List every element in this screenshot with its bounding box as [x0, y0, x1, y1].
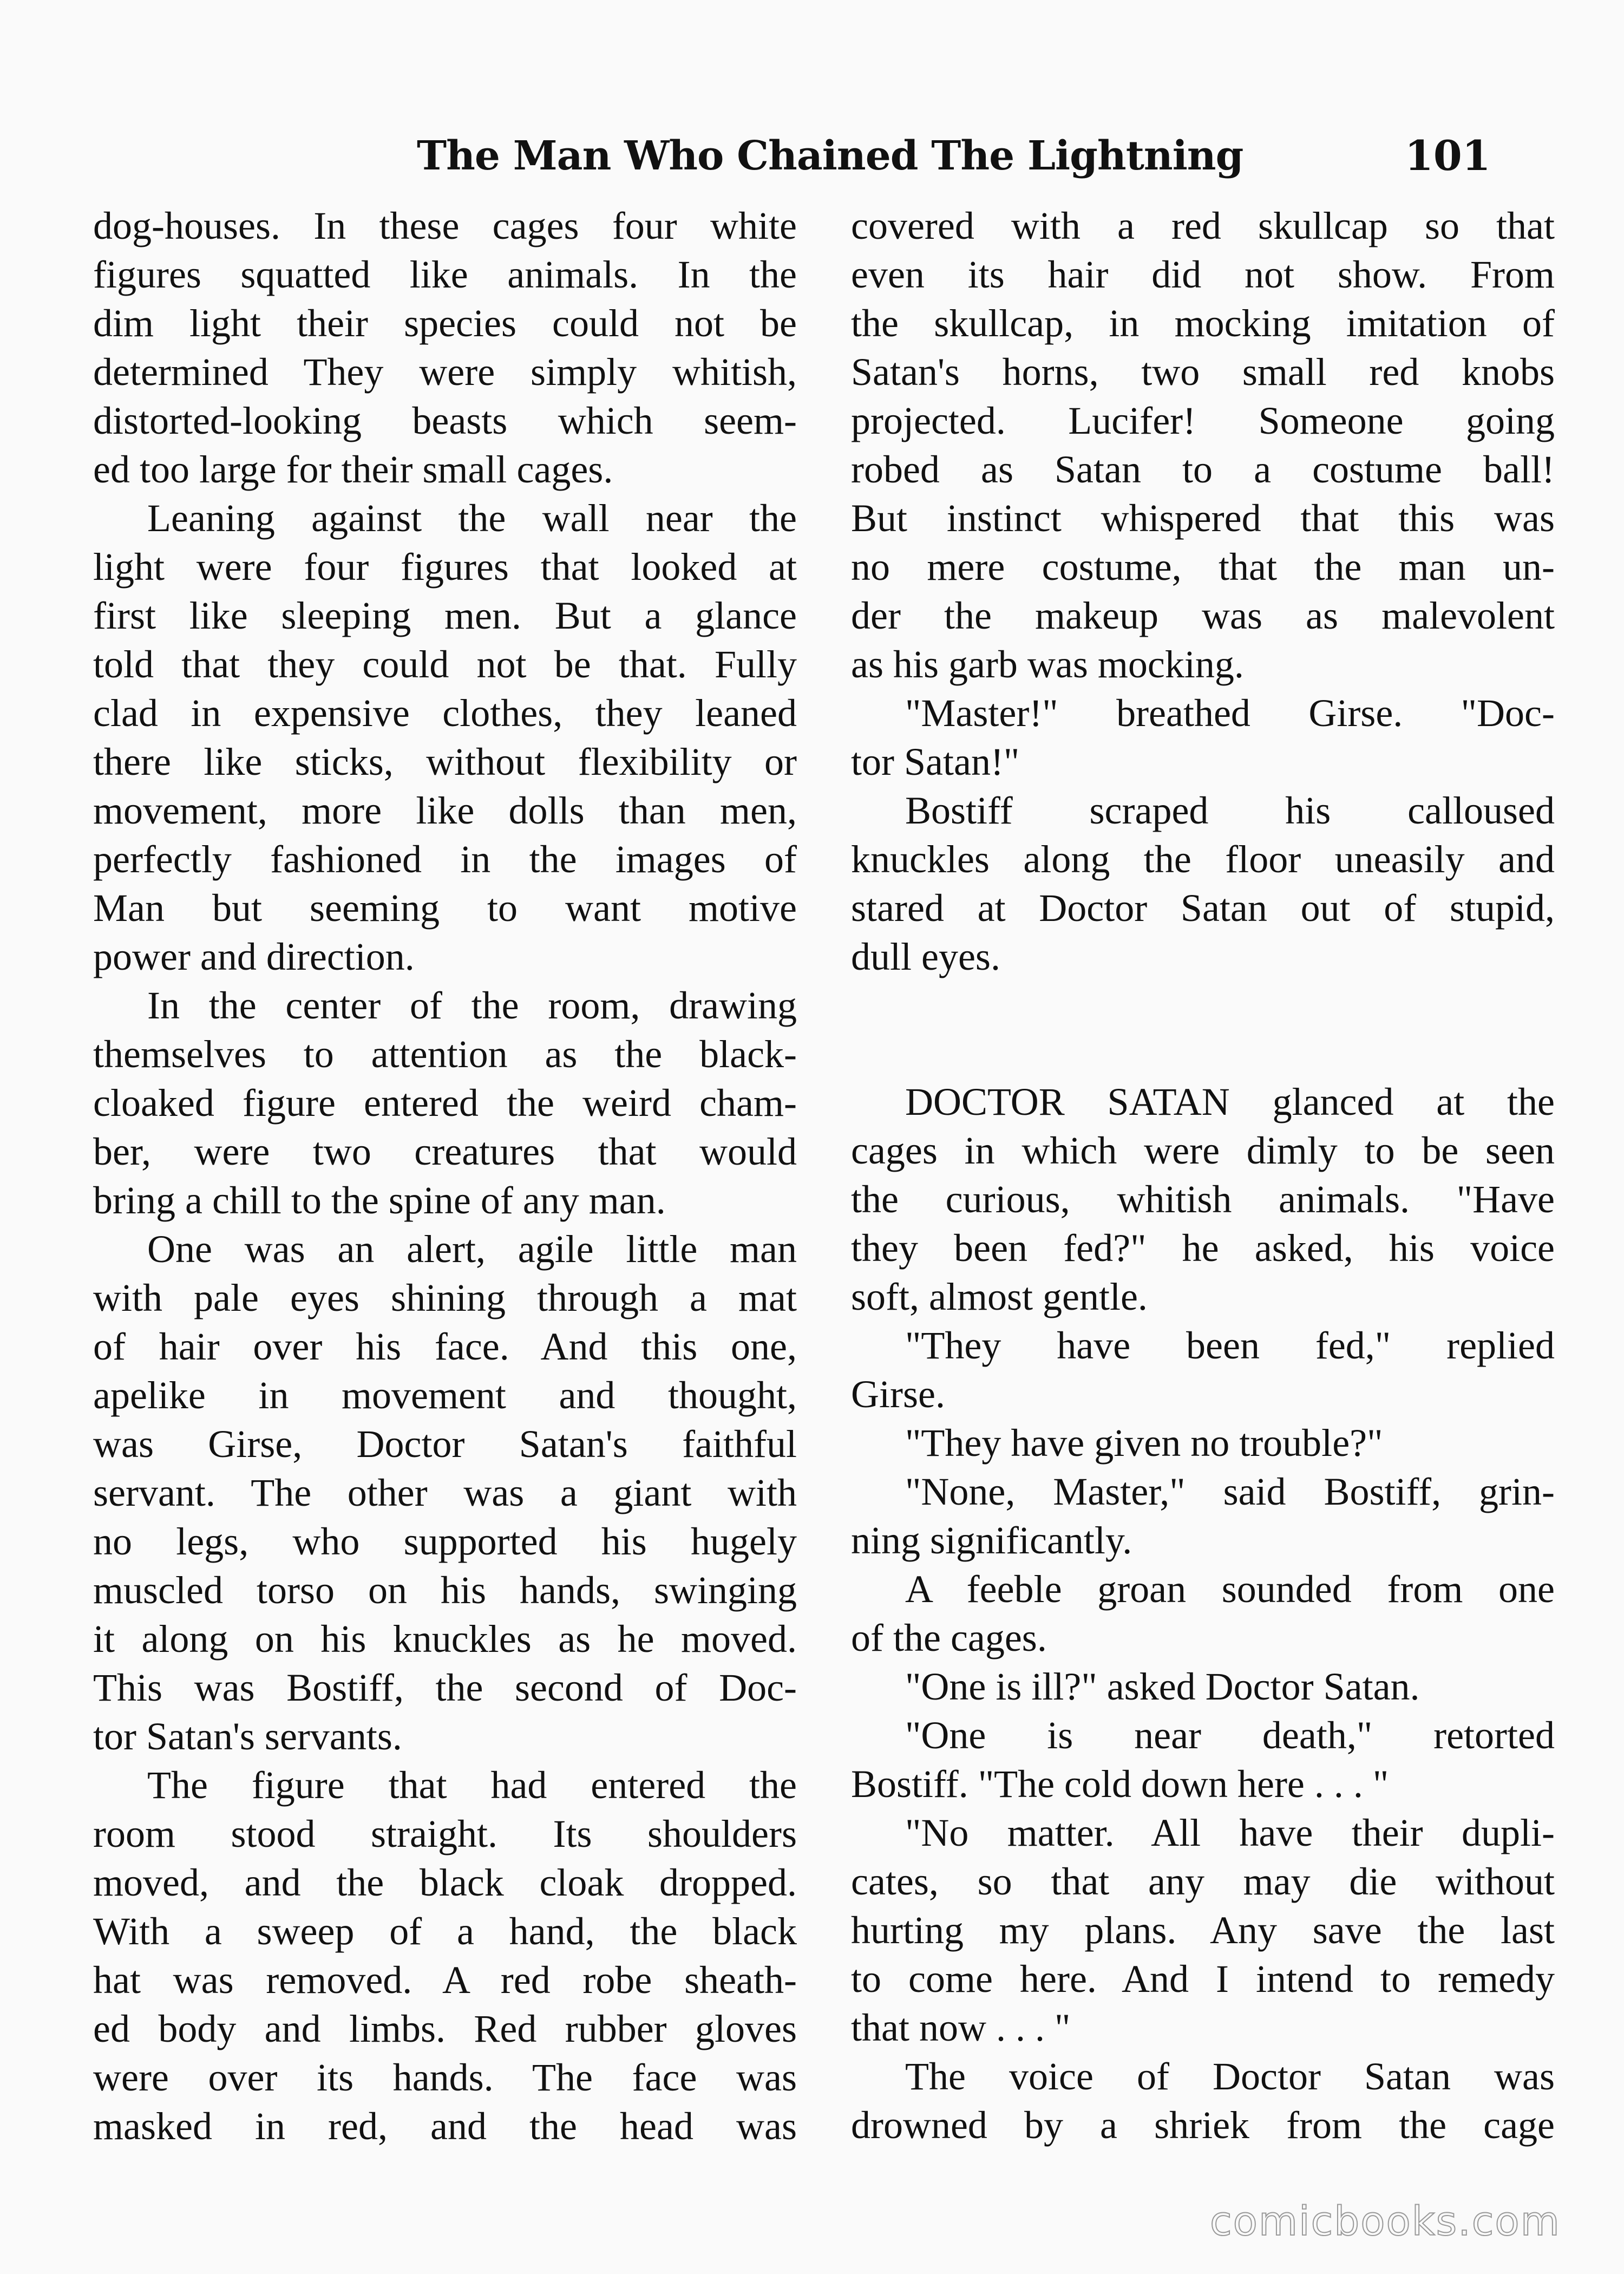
right-column-bottom-section: [851, 1077, 1555, 2149]
text-line: distorted-looking beasts which seem-: [93, 399, 797, 442]
text-line: were over its hands. The face was: [93, 2056, 797, 2099]
paragraph: [851, 201, 1555, 689]
text-line: light were four figures that looked at: [93, 545, 797, 589]
text-line: as his garb was mocking.: [851, 643, 1244, 686]
text-line: dog-houses. In these cages four white: [93, 204, 797, 247]
text-line: "Master!" breathed Girse. "Doc-: [905, 691, 1555, 735]
text-line: ed too large for their small cages.: [93, 448, 613, 491]
text-line: "They have been fed," replied: [905, 1324, 1555, 1367]
text-line: "They have given no trouble?": [905, 1421, 1383, 1465]
text-line: bring a chill to the spine of any man.: [93, 1179, 666, 1222]
text-line: perfectly fashioned in the images of: [93, 838, 797, 881]
text-line: no legs, who supported his hugely: [93, 1520, 797, 1563]
paragraph: [851, 1662, 1555, 1711]
text-line: covered with a red skullcap so that: [851, 204, 1555, 247]
text-line: "One is ill?" asked Doctor Satan.: [905, 1665, 1420, 1708]
paragraph: [93, 201, 797, 494]
paragraph: [851, 1077, 1555, 1321]
text-line: room stood straight. Its shoulders: [93, 1812, 797, 1855]
text-line: figures squatted like animals. In the: [93, 253, 797, 296]
text-line: tor Satan's servants.: [93, 1715, 402, 1758]
text-line: projected. Lucifer! Someone going: [851, 399, 1555, 442]
text-line: it along on his knuckles as he moved.: [93, 1617, 797, 1661]
text-line: masked in red, and the head was: [93, 2105, 797, 2148]
text-line: the skullcap, in mocking imitation of: [851, 302, 1555, 345]
text-line: One was an alert, agile little man: [147, 1227, 797, 1271]
text-line: der the makeup was as malevolent: [851, 594, 1555, 637]
paragraph: [93, 981, 797, 1225]
running-header: [0, 129, 1624, 188]
text-line: Bostiff. "The cold down here . . . ": [851, 1762, 1389, 1806]
text-line: that now . . . ": [851, 2006, 1071, 2049]
text-line: movement, more like dolls than men,: [93, 789, 797, 832]
paragraph: [851, 1808, 1555, 2052]
text-line: Satan's horns, two small red knobs: [851, 350, 1555, 394]
text-line: The figure that had entered the: [147, 1763, 797, 1807]
watermark: comicbooks.com: [1210, 2198, 1561, 2245]
text-line: stared at Doctor Satan out of stupid,: [851, 886, 1555, 930]
paragraph: [851, 1467, 1555, 1565]
text-line: Man but seeming to want motive: [93, 886, 797, 930]
running-title: The Man Who Chained The Lightning: [417, 133, 1243, 179]
text-line: muscled torso on his hands, swinging: [93, 1569, 797, 1612]
text-line: dull eyes.: [851, 935, 1000, 978]
paragraph: [851, 786, 1555, 981]
text-line: no mere costume, that the man un-: [851, 545, 1555, 589]
paragraph: [851, 689, 1555, 786]
text-line: determined They were simply whitish,: [93, 350, 797, 394]
text-line: This was Bostiff, the second of Doc-: [93, 1666, 797, 1709]
text-line: In the center of the room, drawing: [147, 984, 797, 1027]
text-line: "No matter. All have their dupli-: [905, 1811, 1555, 1854]
text-line: But instinct whispered that this was: [851, 496, 1555, 540]
text-line: even its hair did not show. From: [851, 253, 1555, 296]
paragraph: [851, 1565, 1555, 1662]
paragraph: [851, 1321, 1555, 1419]
text-line: dim light their species could not be: [93, 302, 797, 345]
text-line: with pale eyes shining through a mat: [93, 1276, 797, 1319]
text-line: Girse.: [851, 1373, 945, 1416]
text-line: ed body and limbs. Red rubber gloves: [93, 2007, 797, 2050]
paragraph: [93, 1761, 797, 2151]
text-line: cloaked figure entered the weird cham-: [93, 1081, 797, 1125]
text-line: was Girse, Doctor Satan's faithful: [93, 1422, 797, 1466]
text-line: Bostiff scraped his calloused: [905, 789, 1555, 832]
text-line: the curious, whitish animals. "Have: [851, 1178, 1555, 1221]
text-line: drowned by a shriek from the cage: [851, 2103, 1555, 2147]
paragraph: [851, 1711, 1555, 1808]
text-line: soft, almost gentle.: [851, 1275, 1148, 1318]
text-line: there like sticks, without flexibility or: [93, 740, 797, 783]
paragraph: [851, 1419, 1555, 1467]
text-line: Leaning against the wall near the: [147, 496, 797, 540]
section-break: [851, 981, 1555, 1077]
page-number: 101: [1405, 132, 1491, 180]
text-line: ber, were two creatures that would: [93, 1130, 797, 1173]
right-column: [851, 201, 1555, 2149]
text-line: first like sleeping men. But a glance: [93, 594, 797, 637]
text-line: The voice of Doctor Satan was: [905, 2055, 1555, 2098]
text-line: themselves to attention as the black-: [93, 1033, 797, 1076]
text-line: With a sweep of a hand, the black: [93, 1910, 797, 1953]
text-line: servant. The other was a giant with: [93, 1471, 797, 1514]
text-line: to come here. And I intend to remedy: [851, 1957, 1555, 2001]
text-line: tor Satan!": [851, 740, 1020, 783]
left-column: [93, 201, 797, 2151]
text-line: of hair over his face. And this one,: [93, 1325, 797, 1368]
text-line: moved, and the black cloak dropped.: [93, 1861, 797, 1904]
text-line: A feeble groan sounded from one: [905, 1567, 1555, 1611]
paragraph: [93, 494, 797, 981]
text-line: they been fed?" he asked, his voice: [851, 1226, 1555, 1270]
text-line: "None, Master," said Bostiff, grin-: [905, 1470, 1555, 1513]
text-line: hurting my plans. Any save the last: [851, 1909, 1555, 1952]
text-line: of the cages.: [851, 1616, 1047, 1659]
text-line: clad in expensive clothes, they leaned: [93, 691, 797, 735]
paragraph: [93, 1225, 797, 1761]
right-column-top-section: [851, 201, 1555, 981]
text-line: ning significantly.: [851, 1519, 1132, 1562]
text-line: told that they could not be that. Fully: [93, 643, 797, 686]
text-line: cages in which were dimly to be seen: [851, 1129, 1555, 1172]
text-line: cates, so that any may die without: [851, 1860, 1555, 1903]
text-line: knuckles along the floor uneasily and: [851, 838, 1555, 881]
text-line: DOCTOR SATAN glanced at the: [905, 1080, 1555, 1123]
text-line: "One is near death," retorted: [905, 1714, 1555, 1757]
paragraph: [851, 2052, 1555, 2149]
text-line: robed as Satan to a costume ball!: [851, 448, 1555, 491]
text-line: power and direction.: [93, 935, 415, 978]
text-line: hat was removed. A red robe sheath-: [93, 1958, 797, 2002]
text-line: apelike in movement and thought,: [93, 1374, 797, 1417]
